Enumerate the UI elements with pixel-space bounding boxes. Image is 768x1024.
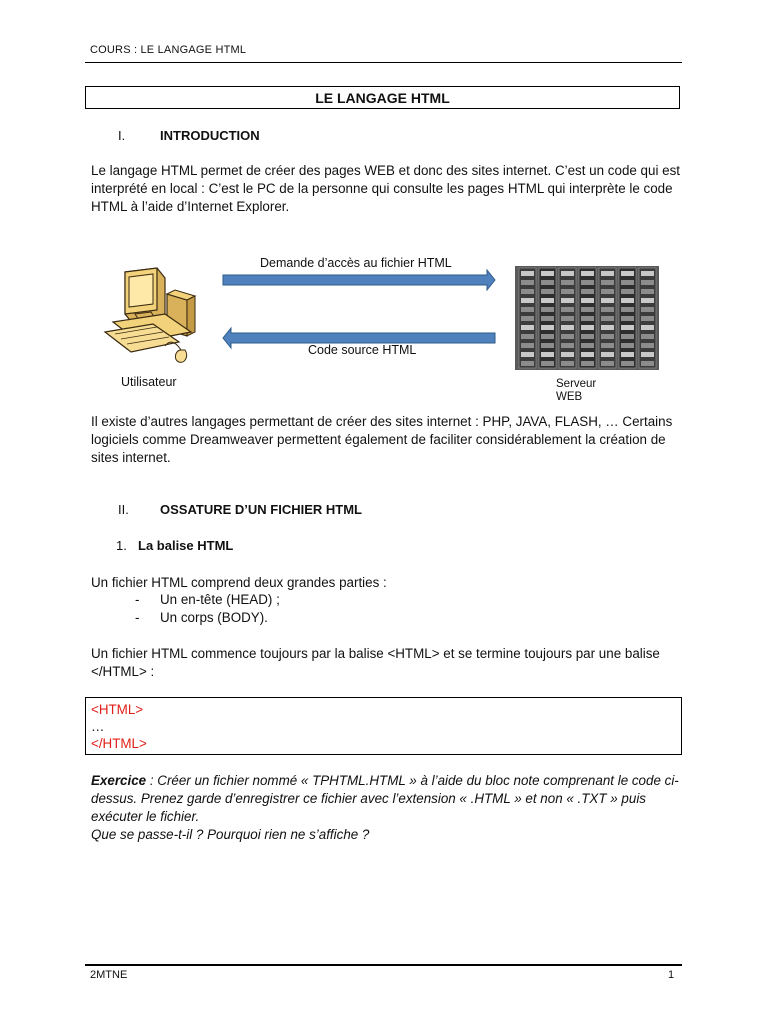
parts-intro: Un fichier HTML comprend deux grandes parties : (91, 575, 387, 590)
list-item: - Un corps (BODY). (91, 609, 681, 627)
exercise-text: : Créer un fichier nommé « TPHTML.HTML » à l’aide du bloc note comprenant le code ci-dessus. Prenez garde d’enregistrer ce fichier avec l’extension « .HTML » et non « .TXT » puis exécuter le fichier. (91, 773, 679, 824)
section-number: I. (118, 128, 126, 143)
footer-rule (85, 964, 682, 966)
balise-paragraph: Un fichier HTML commence toujours par la balise <HTML> et se termine toujours par une balise </HTML> : (91, 646, 660, 679)
exercise-label: Exercice (91, 773, 147, 788)
server-label-line2: WEB (556, 391, 583, 403)
section-title: OSSATURE D’UN FICHIER HTML (160, 502, 362, 517)
client-server-diagram (95, 250, 670, 405)
user-label: Utilisateur (121, 375, 177, 389)
page-title-text: LE LANGAGE HTML (315, 89, 450, 106)
code-line: </HTML> (91, 736, 147, 751)
section-number: II. (118, 502, 129, 517)
request-arrow (223, 270, 495, 290)
header-rule (85, 62, 682, 63)
other-languages-paragraph: Il existe d’autres langages permettant de créer des sites internet : PHP, JAVA, FLASH, … Certains logiciels comme Dreamweaver permettent également de faciliter considérablement la création de sites internet. (91, 414, 673, 465)
exercise-question: Que se passe-t-il ? Pourquoi rien ne s’affiche ? (91, 827, 370, 842)
web-server-icon (515, 266, 659, 370)
code-line: … (91, 719, 105, 734)
subsection-number: 1. (116, 538, 127, 553)
user-computer-icon (105, 268, 195, 362)
code-block (85, 697, 682, 755)
footer-class-label: 2MTNE (90, 969, 128, 981)
page-title (85, 86, 680, 109)
code-line: <HTML> (91, 702, 144, 717)
exercise-block (91, 772, 686, 844)
subsection-title: La balise HTML (138, 538, 234, 553)
request-label: Demande d’accès au fichier HTML (260, 256, 452, 270)
parts-list (91, 591, 681, 627)
running-header: COURS : LE LANGAGE HTML (90, 44, 247, 56)
section-title: INTRODUCTION (160, 128, 260, 143)
intro-paragraph: Le langage HTML permet de créer des pages WEB et donc des sites internet. C’est un code qui est interprété en local : C’est le PC de la personne qui consulte les pages HTML qui interprète le code HTML à l’aide d’Internet Explorer. (91, 163, 681, 214)
server-label-line1: Serveur (556, 378, 597, 390)
list-item: - Un en-tête (HEAD) ; (91, 591, 681, 609)
response-label: Code source HTML (308, 343, 417, 357)
page-number: 1 (668, 969, 675, 981)
